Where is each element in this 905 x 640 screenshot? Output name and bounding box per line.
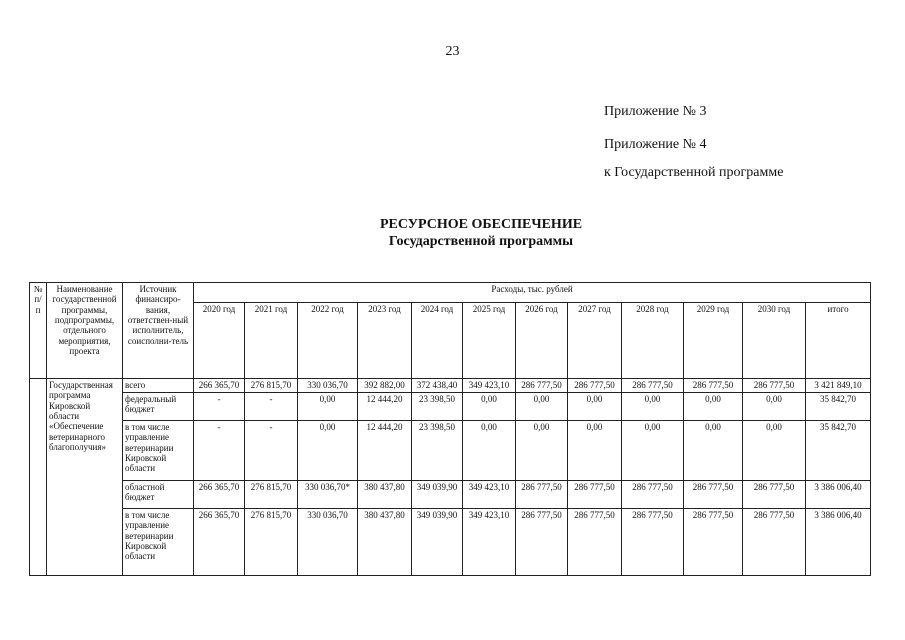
value-cell: 349 039,90 — [412, 509, 463, 576]
value-cell: 23 398,50 — [412, 421, 463, 481]
value-cell: - — [194, 393, 245, 421]
value-cell: 392 882,00 — [358, 379, 412, 393]
value-cell: 286 777,50 — [743, 481, 806, 509]
value-cell: 0,00 — [622, 393, 684, 421]
document-title: РЕСУРСНОЕ ОБЕСПЕЧЕНИЕ — [379, 217, 583, 232]
header-name: Наименование государственной программы, подпрограммы, отдельного мероприятия, проекта — [47, 283, 123, 379]
appendix-line-1: Приложение № 3 — [604, 104, 707, 119]
table-row — [30, 481, 871, 509]
value-cell: 276 815,70 — [245, 481, 298, 509]
total-cell: 3 386 006,40 — [806, 481, 871, 509]
value-cell: 286 777,50 — [622, 509, 684, 576]
value-cell: 372 438,40 — [412, 379, 463, 393]
value-cell: 0,00 — [463, 393, 516, 421]
document-subtitle: Государственной программы — [388, 234, 574, 249]
value-cell: 349 423,10 — [463, 379, 516, 393]
table-row — [30, 379, 871, 393]
total-cell: 3 386 006,40 — [806, 509, 871, 576]
value-cell: 286 777,50 — [684, 481, 743, 509]
header-year: 2020 год — [194, 303, 245, 379]
table-row — [30, 393, 871, 421]
value-cell: 286 777,50 — [743, 379, 806, 393]
page-number: 23 — [445, 44, 460, 59]
source-cell: в том числе управление ветеринарии Кировской области — [123, 509, 194, 576]
header-year: 2029 год — [684, 303, 743, 379]
source-cell: областной бюджет — [123, 481, 194, 509]
header-year: 2028 год — [622, 303, 684, 379]
header-year: 2030 год — [743, 303, 806, 379]
value-cell: 12 444,20 — [358, 421, 412, 481]
header-year: 2023 год — [358, 303, 412, 379]
source-cell: федеральный бюджет — [123, 393, 194, 421]
value-cell: 286 777,50 — [568, 481, 622, 509]
value-cell: 0,00 — [684, 393, 743, 421]
header-year: 2025 год — [463, 303, 516, 379]
appendix-line-3: к Государственной программе — [604, 165, 784, 180]
value-cell: 286 777,50 — [568, 379, 622, 393]
header-year: 2022 год — [298, 303, 358, 379]
value-cell: 330 036,70 — [298, 379, 358, 393]
value-cell: 330 036,70 — [298, 509, 358, 576]
value-cell: 0,00 — [622, 421, 684, 481]
value-cell: 266 365,70 — [194, 509, 245, 576]
value-cell: 0,00 — [463, 421, 516, 481]
header-total: итого — [806, 303, 871, 379]
value-cell: 349 423,10 — [463, 481, 516, 509]
value-cell: 380 437,80 — [358, 509, 412, 576]
value-cell: 286 777,50 — [622, 481, 684, 509]
value-cell: 286 777,50 — [684, 379, 743, 393]
value-cell: 276 815,70 — [245, 379, 298, 393]
value-cell: 0,00 — [743, 393, 806, 421]
value-cell: 276 815,70 — [245, 509, 298, 576]
table-row — [30, 421, 871, 481]
value-cell: 286 777,50 — [516, 379, 568, 393]
value-cell: 0,00 — [298, 393, 358, 421]
total-cell: 3 421 849,10 — [806, 379, 871, 393]
table-row — [30, 509, 871, 576]
header-year: 2024 год — [412, 303, 463, 379]
value-cell: - — [245, 421, 298, 481]
value-cell: 0,00 — [743, 421, 806, 481]
header-year: 2027 год — [568, 303, 622, 379]
value-cell: - — [194, 421, 245, 481]
value-cell: 0,00 — [516, 393, 568, 421]
appendix-line-2: Приложение № 4 — [604, 137, 707, 152]
value-cell: 349 039,90 — [412, 481, 463, 509]
header-year: 2021 год — [245, 303, 298, 379]
value-cell: 349 423,10 — [463, 509, 516, 576]
source-cell: всего — [123, 379, 194, 393]
source-cell: в том числе управление ветеринарии Кировской области — [123, 421, 194, 481]
value-cell: 23 398,50 — [412, 393, 463, 421]
value-cell: 12 444,20 — [358, 393, 412, 421]
value-cell: 286 777,50 — [684, 509, 743, 576]
value-cell: 286 777,50 — [568, 509, 622, 576]
value-cell: - — [245, 393, 298, 421]
value-cell: 330 036,70* — [298, 481, 358, 509]
value-cell: 0,00 — [516, 421, 568, 481]
header-source: Источник финансиро-вания, ответствен-ный исполнитель, соисполни-тель — [123, 283, 194, 379]
program-name: Государственная программа Кировской области «Обеспечение ветеринарного благополучия» — [47, 379, 123, 576]
value-cell: 286 777,50 — [516, 481, 568, 509]
value-cell: 0,00 — [568, 421, 622, 481]
value-cell: 0,00 — [298, 421, 358, 481]
header-expenses: Расходы, тыс. рублей — [194, 283, 871, 303]
resource-table — [29, 282, 871, 576]
value-cell: 0,00 — [684, 421, 743, 481]
value-cell: 380 437,80 — [358, 481, 412, 509]
value-cell: 286 777,50 — [743, 509, 806, 576]
total-cell: 35 842,70 — [806, 393, 871, 421]
value-cell: 0,00 — [568, 393, 622, 421]
value-cell: 286 777,50 — [622, 379, 684, 393]
row-number-cell — [30, 379, 47, 576]
total-cell: 35 842,70 — [806, 421, 871, 481]
value-cell: 266 365,70 — [194, 379, 245, 393]
header-year: 2026 год — [516, 303, 568, 379]
value-cell: 286 777,50 — [516, 509, 568, 576]
value-cell: 266 365,70 — [194, 481, 245, 509]
header-num: № п/п — [30, 283, 47, 379]
